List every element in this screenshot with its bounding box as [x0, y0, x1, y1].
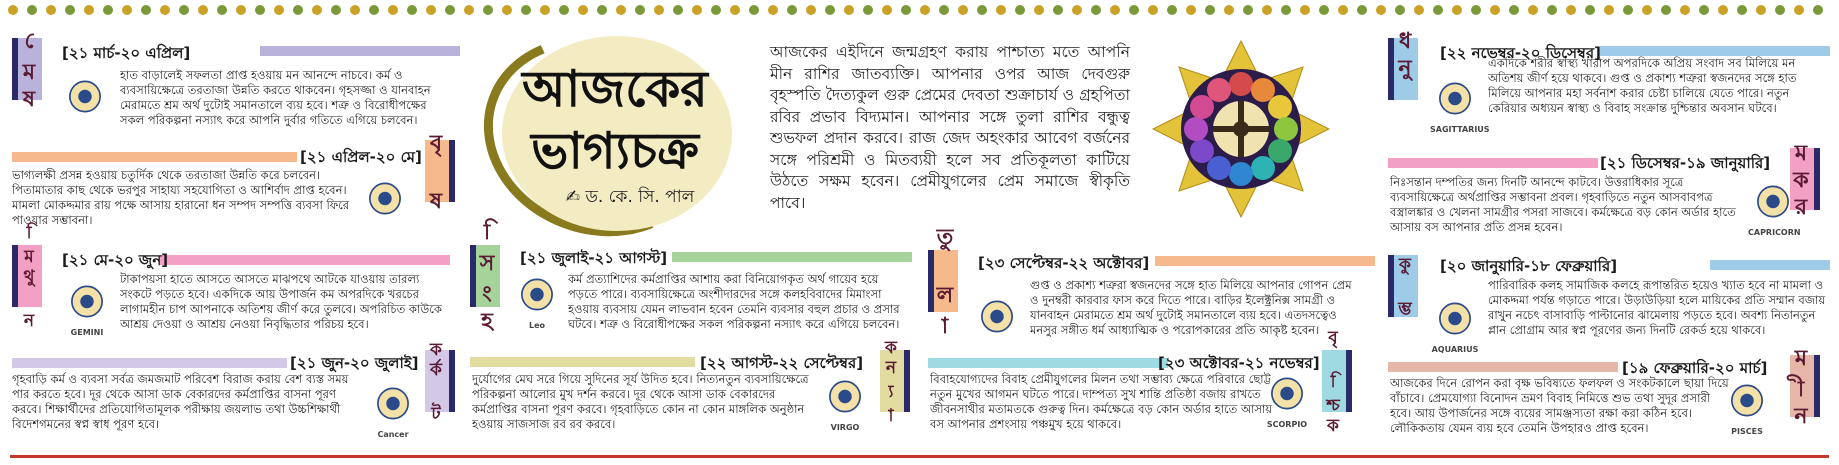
dhanu-zodiac-icon: [1430, 80, 1490, 134]
date-range: [২০ জানুয়ারি-১৮ ফেব্রুয়ারি]: [1440, 257, 1618, 275]
border-dot: [84, 5, 94, 15]
border-dot: [1661, 5, 1671, 15]
border-dot: [863, 5, 873, 15]
date-range: [২১ জুলাই-২১ আগস্ট]: [520, 249, 668, 267]
border-dot: [331, 5, 341, 15]
color-bar: [470, 357, 695, 367]
border-dot: [217, 5, 227, 15]
color-bar: [1155, 256, 1375, 266]
border-dot: [1395, 5, 1405, 15]
border-dot: [977, 5, 987, 15]
border-dot: [407, 5, 417, 15]
zodiac-caption: VIRGO: [830, 423, 860, 432]
border-dot: [1604, 5, 1614, 15]
title-line1: আজকের: [522, 59, 708, 118]
border-dot: [27, 5, 37, 15]
border-dot: [1490, 5, 1500, 15]
sign-name-tab: মিথুন: [12, 245, 42, 307]
border-dot: [749, 5, 759, 15]
border-dot: [806, 5, 816, 15]
color-bar: [928, 358, 1168, 368]
border-dot: [483, 5, 493, 15]
title-line2: ভাগ্যচক্র: [531, 121, 699, 180]
zodiac-caption: CAPRICORN: [1748, 228, 1801, 237]
border-dot: [521, 5, 531, 15]
border-dot: [825, 5, 835, 15]
date-range: [২৩ অক্টোবর-২১ নভেম্বর]: [1158, 354, 1320, 372]
border-dot: [1699, 5, 1709, 15]
color-bar: [12, 358, 287, 368]
date-range: [২২ আগস্ট-২২ সেপ্টেম্বর]: [700, 354, 864, 372]
border-dot: [1414, 5, 1424, 15]
border-dot: [1452, 5, 1462, 15]
kumbha-zodiac-icon: [1430, 300, 1480, 352]
sign-name-tab: মেষ: [12, 38, 42, 100]
border-dot: [958, 5, 968, 15]
border-dot: [1737, 5, 1747, 15]
sign-name-tab: মকর: [1790, 148, 1820, 210]
border-dot: [160, 5, 170, 15]
forecast-text: গৃহবাড়ি কর্ম ও ব্যবসা সর্বত্র জমজমাট পরিবেশ বিরাজ করায় বেশ ব্যস্ত সময় পার করতে হবে। দূর থেকে আসা ডাক বেকারদের কর্মপ্রাপ্তির বাসনা পূরণ করবে। শিক্ষার্থীদের প্রতিযোগিতামূলক পরীক্ষায় জয়লাভ তথা উচ্চশিক্ষার্থী বিদেশগমনের স্বপ্ন স্বাধ পূরণ হবে।: [12, 372, 349, 431]
border-dot: [198, 5, 208, 15]
zodiac-caption: SAGITTARIUS: [1430, 125, 1490, 134]
sign-name-tab: বৃষ: [425, 140, 455, 202]
zodiac-caption: Cancer: [377, 430, 409, 439]
border-dot: [1547, 5, 1557, 15]
border-dot: [388, 5, 398, 15]
border-dot: [1300, 5, 1310, 15]
border-dot: [1585, 5, 1595, 15]
color-bar: [1388, 158, 1598, 168]
date-range: [২৩ সেপ্টেম্বর-২২ অক্টোবর]: [978, 254, 1150, 272]
forecast-text: একদিকে শরীর স্বাস্থ্য খারাপ অপরদিকে অপ্রিয় সংবাদ সব মিলিয়ে মন অতিশয় জীর্ণ হয়ে থাকবে। গুপ্ত ও প্রকাশ্য শত্রুরা স্বজনদের সঙ্গে হাত মিলিয়ে আপনার মহা সর্বনাশ করার চেষ্টা চালিয়ে যেতে পারে। নতুন কেরিয়ার অধ্যয়ন স্বাস্থ্য ও বিবাহ সংক্রান্ত দুশ্চিন্তার অবসান ঘটবে।: [1488, 56, 1797, 115]
makar-zodiac-icon: [1748, 183, 1801, 237]
date-range: [২১ ডিসেম্বর-১৯ জানুয়ারি]: [1600, 154, 1771, 172]
border-dot: [312, 5, 322, 15]
border-dot: [597, 5, 607, 15]
border-dot: [1281, 5, 1291, 15]
border-dot: [1756, 5, 1766, 15]
border-dot: [578, 5, 588, 15]
border-dot: [46, 5, 56, 15]
border-dot: [1433, 5, 1443, 15]
border-dot: [141, 5, 151, 15]
border-dot: [635, 5, 645, 15]
date-range: [২১ মে-২০ জুন]: [62, 251, 169, 269]
date-range: [২১ মার্চ-২০ এপ্রিল]: [62, 44, 191, 62]
border-dot: [464, 5, 474, 15]
mesh-zodiac-icon: [60, 78, 110, 130]
border-dot: [768, 5, 778, 15]
karkat-zodiac-icon: [368, 385, 418, 437]
sign-name-tab: তুলা: [928, 250, 958, 312]
border-dot: [65, 5, 75, 15]
border-dot: [1357, 5, 1367, 15]
date-range: [২১ এপ্রিল-২০ মে]: [300, 148, 422, 166]
top-dotted-border: [0, 0, 1839, 20]
sign-name-tab: কর্কট: [425, 350, 455, 412]
border-dot: [1319, 5, 1329, 15]
border-dot: [255, 5, 265, 15]
border-dot: [654, 5, 664, 15]
border-dot: [996, 5, 1006, 15]
singha-zodiac-icon: [512, 276, 562, 328]
border-dot: [540, 5, 550, 15]
border-dot: [1243, 5, 1253, 15]
kanya-zodiac-icon: [820, 378, 870, 430]
color-bar: [1600, 46, 1830, 56]
border-dot: [692, 5, 702, 15]
border-dot: [1129, 5, 1139, 15]
sign-name-tab: কুম্ভ: [1388, 255, 1418, 317]
brish-zodiac-icon: [360, 180, 410, 232]
forecast-text: গুপ্ত ও প্রকাশ্য শত্রুরা স্বজনদের সঙ্গে হাত মিলিয়ে আপনার গোপন প্রেম ও দুনম্বরী কারবার ফাস করে দিতে পারে। বাড়ির ইলেক্ট্রনিক্স সামগ্রী ও যানবাহন মেরামতে শ্রম অর্থ দুটোই সমানতালে ব্যয় হবে। এতদসত্বেও মনসুর সঙ্গীত ধর্ম আধ্যাত্মিক ও পরোপকারের প্রতি আকৃষ্ট হবেন।: [1030, 278, 1352, 337]
border-dot: [502, 5, 512, 15]
border-dot: [1813, 5, 1823, 15]
zodiac-caption: PISCES: [1731, 427, 1763, 436]
border-dot: [1509, 5, 1519, 15]
border-dot: [730, 5, 740, 15]
pen-icon: ✍: [565, 187, 580, 207]
border-dot: [369, 5, 379, 15]
border-dot: [103, 5, 113, 15]
sign-name-tab: সিংহ: [470, 245, 500, 307]
author-line: [520, 184, 740, 212]
border-dot: [1718, 5, 1728, 15]
date-range: [২১ জুন-২০ জুলাই]: [290, 354, 419, 372]
border-dot: [844, 5, 854, 15]
sign-name-tab: বৃশ্চিক: [1322, 350, 1352, 412]
color-bar: [260, 46, 460, 56]
border-dot: [711, 5, 721, 15]
border-dot: [939, 5, 949, 15]
color-bar: [160, 255, 450, 265]
zodiac-wheel-icon: [1152, 40, 1330, 218]
sign-name-tab: কন্যা: [880, 350, 910, 412]
border-dot: [1566, 5, 1576, 15]
forecast-text: পারিবারিক কলহ সামাজিক কলহে রূপান্তরিত হয়েও খ্যাত হবে না মামলা ও মোকদ্দমা পর্যন্ত গড়াতে পারে। উড়াউড়িয়া হলে মায়িকের প্রতি সম্মান বজায় রাখুন নচেৎ বাসাবাড়ি পাল্টানোর ঝামেলায় পড়তে হবে। অবশ্য নিতানতুন প্লান প্রোগ্রাম আর স্বপ্ন পূরণের জন্য দিনটি রেকর্ড হয়ে থাকবে।: [1488, 278, 1826, 337]
tula-zodiac-icon: [972, 298, 1022, 350]
mithun-zodiac-icon: [62, 283, 112, 335]
border-dot: [274, 5, 284, 15]
border-dot: [293, 5, 303, 15]
border-dot: [920, 5, 930, 15]
border-dot: [901, 5, 911, 15]
zodiac-caption: SCORPIO: [1266, 420, 1308, 429]
border-dot: [1110, 5, 1120, 15]
forecast-text: কর্ম প্রত্যাশিদের কর্মপ্রাপ্তির আশায় করা বিনিয়োগকৃত অর্থ গায়েব হয়ে পড়তে পারে। ব্যবসায়িক্ষেত্রে অংশীদারদের সঙ্গে কলহবিবাদের মিমাংসা হওয়ায় ব্যবসায় যেমন লাভবান হবেন তেমনি ব্যবসার বহুল প্রচার ও প্রসার ঘটবে। শত্রু ও বিরোধীপক্ষের সকল পরিকল্পনা নস্যাৎ করে এগিয়ে চলবেন।: [568, 272, 900, 331]
border-dot: [1186, 5, 1196, 15]
forecast-text: নিঃসন্তান দম্পতির জন্য দিনটি আনন্দে কাটবে। উত্তরাধিকার সূত্রে ব্যবসায়িক্ষেত্রে অর্থপ্রাপ্তির সম্ভাবনা প্রবল। গৃহবাড়িতে নতুন আসবাবপত্র বস্ত্রালঙ্কার ও খেলনা সামগ্রীর পসরা সাজবে। কর্মক্ষেত্রে বড় কোন অর্ডার হাতে আসায় বস আপনার প্রতি প্রসন্ন হবেন।: [1390, 175, 1736, 234]
sign-name-tab: ধনু: [1388, 38, 1418, 100]
date-range: [১৯ ফেব্রুয়ারি-২০ মার্চ]: [1622, 359, 1768, 377]
border-dot: [1680, 5, 1690, 15]
forecast-text: ভাগ্যলক্ষী প্রসন্ন হওয়ায় চতুর্দিক থেকে তরতাজা উন্নতি করে চলবেন। পিতামাতার কাছ থেকে ভরপুর সাহায্য সহযোগিতা ও আশির্বাদ প্রাপ্ত হবেন। মামলা মোকদ্দমার রায় পক্ষে আসায় হারানো ধন সম্পদ সম্পত্তি ব্যবসা ফিরে পাওয়ার সম্ভাবনা।: [12, 168, 350, 227]
border-dot: [1794, 5, 1804, 15]
border-dot: [1148, 5, 1158, 15]
title-block: [480, 34, 750, 234]
border-dot: [1338, 5, 1348, 15]
intro-paragraph: আজকের এইদিনে জন্মগ্রহণ করায় পাশ্চাত্য মতে আপনি মীন রাশির জাতব্যক্তি। আপনার ওপর আজ দেবগুরু বৃহস্পতি দৈত্যকুল গুরু প্রেমের দেবতা শুক্রাচার্য ও গ্রহপিতা রবির প্রভাব বিদ্যমান। আপনার সঙ্গে তুলা রাশির বন্ধুত্ব শুভফল প্রদান করবে। রাজ জেদ অহংকার আবেগ বর্জনের সঙ্গে পরিশ্রমী ও মিতব্যয়ী হলে সব প্রতিকূলতা কাটিয়ে উঠতে সক্ষম হবেন। প্রেমীযুগলের প্রেম সমাজে স্বীকৃতি পাবে।: [770, 43, 1130, 212]
forecast-text: আজকের দিনে রোপন করা বৃক্ষ ভবিষ্যতে ফলফল ও সংকটকালে ছায়া দিয়ে বাঁচাবে। প্রেমযোগ্যা বিনোদন ভ্রমণ বিবাহ নিমিত্তে শুভ তথা সুদূর প্রসারী হবে। আয় উপার্জনের সঙ্গে ব্যয়ের সামঞ্জস্যতা রক্ষা করা কঠিন হবে। লৌকিকতায় যেমন ব্যয় হবে তেমনি উপহারও প্রাপ্ত হবেন।: [1390, 376, 1729, 435]
border-dot: [1262, 5, 1272, 15]
forecast-text: বিবাহযোগ্যদের বিবাহ প্রেমীযুগলের মিলন তথা সম্ভাব্য ক্ষেত্রে পরিবারে ছোট্ট নতুন মুখের আগমন ঘটতে পারে। দাম্পত্য সুখ শান্তি প্রতিষ্ঠা বজায় রাখতে জীবনসাথীর মতামতকে গুরুত্ব দিন। কর্মক্ষেত্রে বড় কোন অর্ডার হাতে আসায় বস আপনার প্রশংসায় পঞ্চমুখ হয়ে থাকবে।: [930, 372, 1273, 431]
border-dot: [445, 5, 455, 15]
border-dot: [426, 5, 436, 15]
border-dot: [1034, 5, 1044, 15]
border-dot: [122, 5, 132, 15]
border-dot: [1015, 5, 1025, 15]
border-dot: [1053, 5, 1063, 15]
border-dot: [1642, 5, 1652, 15]
border-dot: [673, 5, 683, 15]
border-dot: [1224, 5, 1234, 15]
color-bar: [12, 152, 297, 162]
author-name: ড. কে. সি. পাল: [585, 187, 695, 207]
border-dot: [1471, 5, 1481, 15]
forecast-text: হাত বাড়ালেই সফলতা প্রাপ্ত হওয়ায় মন আনন্দে নাচবে। কর্ম ও ব্যবসায়িক্ষেত্রে তরতাজা উন্নতি করতে থাকবেন। গৃহসজ্জা ও যানবাহন মেরামতে শ্রম অর্থ দুটোই সমানতালে ব্যয় হবে। শত্রু ও বিরোধীপক্ষের সকল পরিকল্পনা নস্যাৎ করে আপনি দুর্বার গতিতে এগিয়ে চলবেন।: [120, 68, 431, 127]
zodiac-caption: Leo: [528, 321, 546, 330]
border-dot: [1167, 5, 1177, 15]
border-dot: [1623, 5, 1633, 15]
color-bar: [1710, 260, 1830, 270]
border-dot: [1775, 5, 1785, 15]
border-dot: [1072, 5, 1082, 15]
border-dot: [236, 5, 246, 15]
border-dot: [787, 5, 797, 15]
border-dot: [8, 5, 18, 15]
border-dot: [616, 5, 626, 15]
border-dot: [350, 5, 360, 15]
date-range: [২২ নভেম্বর-২০ ডিসেম্বর]: [1440, 44, 1601, 62]
border-dot: [559, 5, 569, 15]
zodiac-caption: AQUARIUS: [1431, 345, 1479, 354]
sign-name-tab: মীন: [1790, 355, 1820, 417]
border-dot: [1205, 5, 1215, 15]
border-dot: [1091, 5, 1101, 15]
color-bar: [672, 252, 912, 262]
border-dot: [1376, 5, 1386, 15]
border-dot: [1528, 5, 1538, 15]
border-dot: [882, 5, 892, 15]
zodiac-caption: GEMINI: [70, 328, 104, 337]
color-bar: [1388, 362, 1618, 372]
forecast-text: টাকাপয়সা হাতে আসতে আসতে মাঝপথে আটকে যাওয়ায় তারল্য সংকটে পড়তে হবে। একদিকে আয় উপার্জন কম অপরদিকে খরচের লাগামহীন চাপ আপনাকে অতিশয় জীর্ণ করে তুলবে। অপরিচিত কাউকে আশ্রয় দেওয়া ও আশ্রয় নেওয়া নিবৃদ্ধিতার পরিচয় হবে।: [120, 272, 442, 331]
border-dot: [179, 5, 189, 15]
bottom-rule: [10, 455, 1829, 458]
forecast-text: দুর্যোগের মেঘ সরে গিয়ে সুদিনের সূর্য উদিত হবে। নিত্যনতুন ব্যবসায়িক্ষেত্রে পরিকল্পনা আলোর মুখ দর্শন করবে। দূর থেকে আসা ডাক বেকারদের কর্মপ্রাপ্তির বাসনা পূরণ করবে। গৃহবাড়িতে কোন না কোন মাঙ্গলিক অনুষ্ঠান হওয়ায় সাজসাজ রব রব করবে।: [472, 372, 809, 431]
